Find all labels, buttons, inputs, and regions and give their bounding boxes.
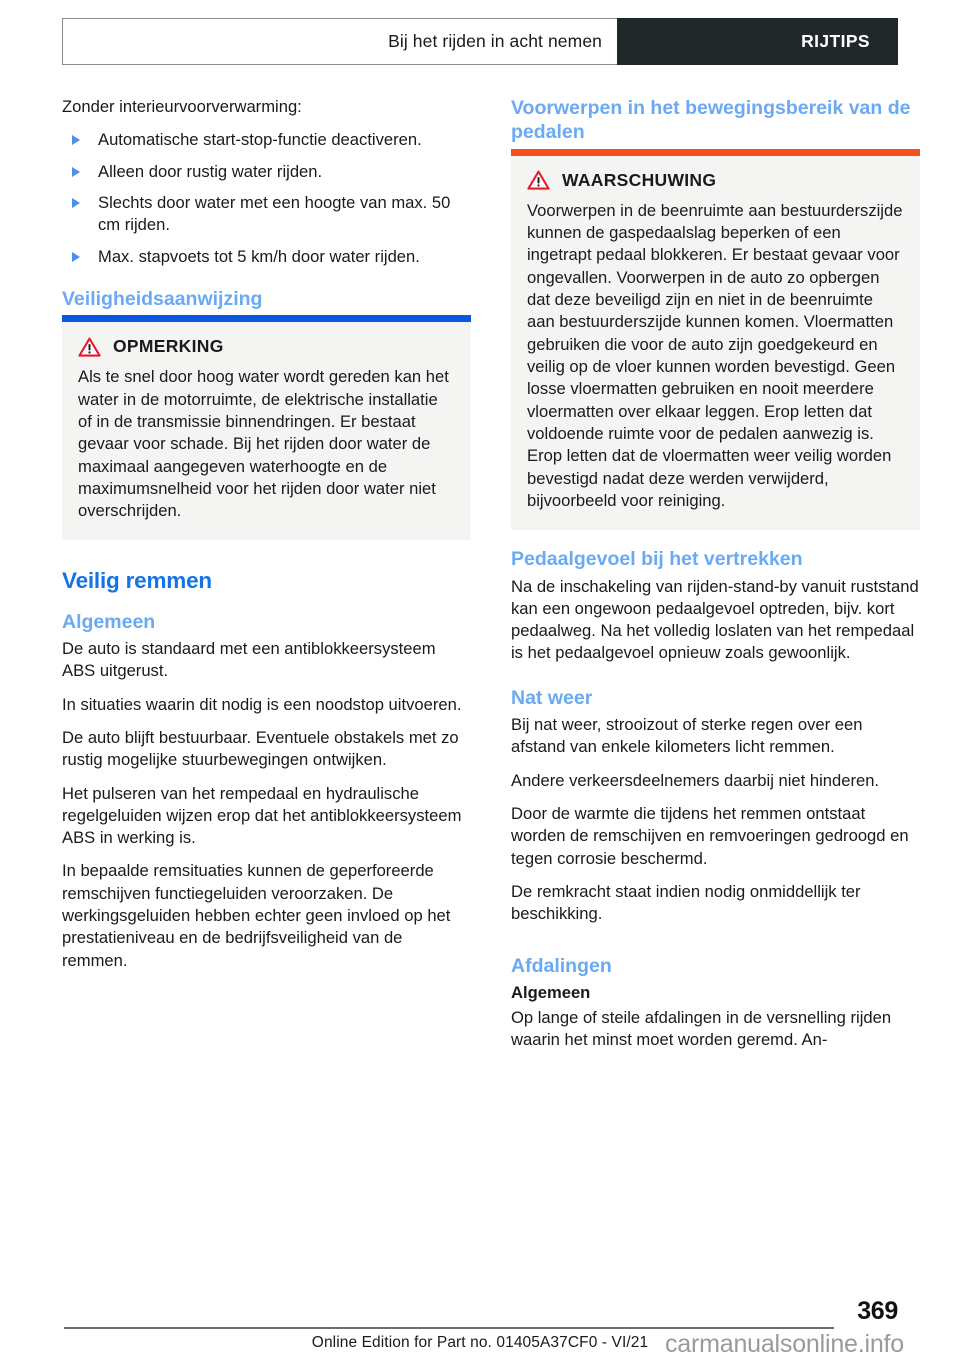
heading-pedaalgevoel: Pedaalgevoel bij het vertrekken [511,548,803,571]
list-item-text: Alleen door rustig water rijden. [98,161,323,181]
list-item-text: Automatische start-stop-functie deactiveren. [98,130,422,150]
paragraph-nat-weer-4: De remkracht staat indien nodig onmiddellijk ter beschikking. [511,882,861,924]
heading-afdalingen: Afdalingen [511,954,612,977]
edition-note: Online Edition for Part no. 01405A37CF0 - VI/21 [311,1334,649,1351]
paragraph-nat-weer-2: Andere verkeersdeelnemers daarbij niet hinderen. [511,770,880,790]
header-chapter-box [617,18,898,65]
paragraph-bestuurbaar: De auto blijft bestuurbaar. Eventuele obstakels met zo rustig mogelijke stuurbewegingen ontwijken. [62,727,459,770]
spacer [62,540,471,567]
triangle-bullet-icon [72,198,80,208]
warning-triangle-icon [78,337,101,357]
header-section-title-box [62,18,617,65]
header-chapter-label: RIJTIPS [801,31,870,51]
instruction-bullet-list [62,129,471,268]
intro-paragraph: Zonder interieurvoorverwarming: [62,97,302,116]
triangle-bullet-icon [72,167,80,177]
left-column [62,96,471,983]
heading-algemeen-right: Algemeen [511,983,591,1002]
list-item [62,246,471,268]
note-callout-header [78,336,455,357]
note-callout-label: OPMERKING [113,336,224,357]
paragraph-noodstop: In situaties waarin dit nodig is een noodstop uitvoeren. [62,694,462,714]
footer-divider [64,1327,834,1329]
header-section-title: Bij het rijden in acht nemen [388,31,602,51]
list-item [62,192,471,237]
list-item [62,129,471,151]
spacer [511,530,920,547]
note-callout-box [62,315,471,540]
spacer [511,937,920,954]
page-number: 369 [857,1297,898,1325]
note-callout-text: Als te snel door hoog water wordt gereden kan het water in de motorruimte, de elektrische installatie of in de transmissie binnendringen. Er bestaat gevaar voor schade. Bij het rijden door water de maximaal aangegeven waterhoogte en de maximumsnelheid voor het rijden door water niet overschrijden. [78,367,449,521]
paragraph-nat-weer-3: Door de warmte die tijdens het remmen ontstaat worden de remschijven en remvoeringen gedroogd en tegen corrosie beschermd. [511,804,909,868]
heading-veilig-remmen: Veilig remmen [62,568,212,594]
warning-callout-label: WAARSCHUWING [562,169,717,190]
paragraph-remsituaties: In bepaalde remsituaties kunnen de geperforeerde remschijven functiegeluiden veroorzaken. De werkingsgeluiden hebben echter geen invloed op het prestatieniveau en de bedrijfsveiligheid van de remmen. [62,861,451,970]
list-item [62,161,471,183]
heading-algemeen-left: Algemeen [62,610,156,633]
paragraph-pulseren: Het pulseren van het rempedaal en hydraulische regelgeluiden wijzen erop dat het antiblokkeersysteem ABS in werking is. [62,783,462,848]
heading-veiligheidsaanwijzing: Veiligheidsaanwijzing [62,287,263,310]
paragraph-afdalingen: Op lange of steile afdalingen in de versnelling rijden waarin het minst moet worden geremd. An- [511,1007,892,1049]
list-item-text: Max. stapvoets tot 5 km/h door water rijden. [98,246,420,266]
list-item-text: Slechts door water met een hoogte van max. 50 cm rijden. [98,192,451,235]
spacer [511,676,920,686]
warning-triangle-icon [527,170,550,190]
triangle-bullet-icon [72,135,80,145]
heading-nat-weer: Nat weer [511,686,593,709]
spacer [62,277,471,287]
paragraph-nat-weer-1: Bij nat weer, strooizout of sterke regen over een afstand van enkele kilometers licht remmen. [511,715,863,757]
paragraph-abs-standard: De auto is standaard met een antiblokkeersysteem ABS uitgerust. [62,638,436,681]
warning-callout-text: Voorwerpen in de beenruimte aan bestuurderszijde kunnen de gaspedaalslag beperken of een ingetrapt pedaal blokkeren. Er bestaat gevaar voor ongevallen. Voorwerpen in de auto zo opbergen dat deze beveiligd zijn en niet in de beenruimte aan bestuurderszijde kunnen komen. Vloermatten gebruiken die voor de auto zijn goedgekeurd en veilig op de vloer kunnen worden bevestigd. Geen losse vloermatten gebruiken en nooit meerdere vloermatten over elkaar leggen. Erop letten dat voldoende ruimte voor de pedalen aanwezig is. Erop letten dat de vloermatten weer veilig worden bevestigd nadat deze werden verwijderd, bijvoorbeeld voor reiniging. [527,200,903,510]
right-column [511,96,920,1062]
running-header [62,18,898,65]
triangle-bullet-icon [72,252,80,262]
warning-callout-header [527,170,904,191]
heading-voorwerpen-pedalen: Voorwerpen in het bewegingsbereik van de pedalen [511,97,911,144]
paragraph-pedaalgevoel: Na de inschakeling van rijden-stand-by vanuit ruststand kan een ongewoon pedaalgevoel optreden, bijv. kort pedaalweg. Na het volledig loslaten van het rempedaal is het pedaalgevoel opnieuw zoals gewoonlijk. [511,576,919,663]
warning-callout-box [511,149,920,530]
watermark-text: carmanualsonline.info [664,1330,904,1358]
